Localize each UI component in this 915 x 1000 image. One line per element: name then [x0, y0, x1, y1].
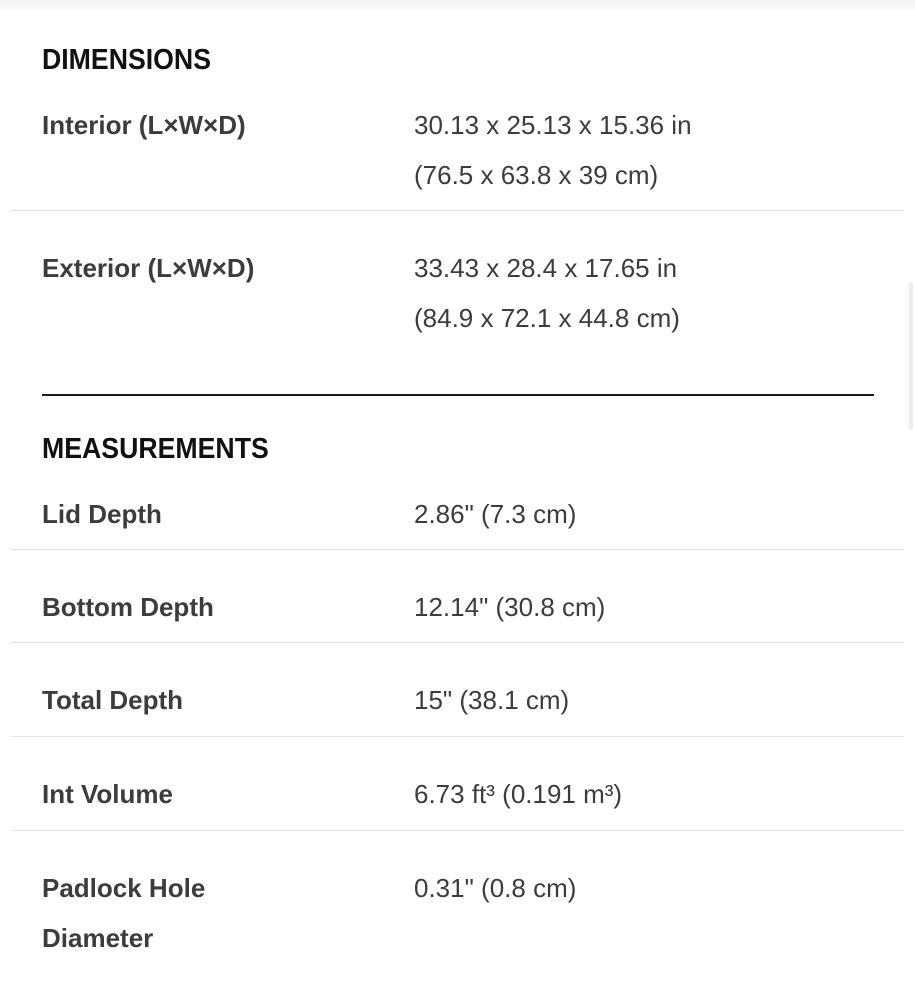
spec-label: Total Depth: [42, 685, 184, 715]
spec-value-imperial: 30.13 x 25.13 x 15.36 in: [414, 110, 692, 140]
spec-value: [414, 489, 894, 539]
spec-value-text: 12.14" (30.8 cm): [414, 592, 606, 622]
spec-label: Bottom Depth: [42, 592, 214, 622]
spec-value-metric: (76.5 x 63.8 x 39 cm): [414, 160, 659, 190]
spec-value-text: 15" (38.1 cm): [414, 685, 570, 715]
dimensions-heading: DIMENSIONS: [42, 44, 211, 76]
scrollbar[interactable]: [909, 282, 913, 430]
spec-value: [414, 769, 894, 819]
spec-label: Int Volume: [42, 779, 173, 809]
spec-value: [414, 675, 894, 725]
spec-row-total-depth: [11, 675, 904, 737]
spec-label: Exterior (L×W×D): [42, 253, 255, 283]
top-shadow: [0, 0, 915, 14]
spec-label: Padlock Hole Diameter: [42, 873, 206, 953]
spec-row-padlock-hole: [11, 863, 904, 973]
spec-label: Lid Depth: [42, 499, 162, 529]
spec-value: [414, 582, 894, 632]
spec-row-int-volume: [11, 769, 904, 831]
spec-row-lid-depth: [11, 489, 904, 550]
measurements-heading: MEASUREMENTS: [42, 433, 269, 465]
spec-value: [414, 863, 894, 913]
spec-row-exterior: [11, 243, 904, 353]
spec-value-text: 6.73 ft³ (0.191 m³): [414, 779, 623, 809]
spec-label: Interior (L×W×D): [42, 110, 246, 140]
spec-row-interior: [11, 100, 904, 211]
spec-value: [414, 243, 894, 343]
spec-value-text: 0.31" (0.8 cm): [414, 873, 577, 903]
spec-value: [414, 100, 894, 200]
spec-value-metric: (84.9 x 72.1 x 44.8 cm): [414, 303, 680, 333]
spec-value-imperial: 33.43 x 28.4 x 17.65 in: [414, 253, 678, 283]
spec-row-bottom-depth: [11, 582, 904, 643]
section-divider: [42, 394, 874, 396]
spec-value-text: 2.86" (7.3 cm): [414, 499, 577, 529]
